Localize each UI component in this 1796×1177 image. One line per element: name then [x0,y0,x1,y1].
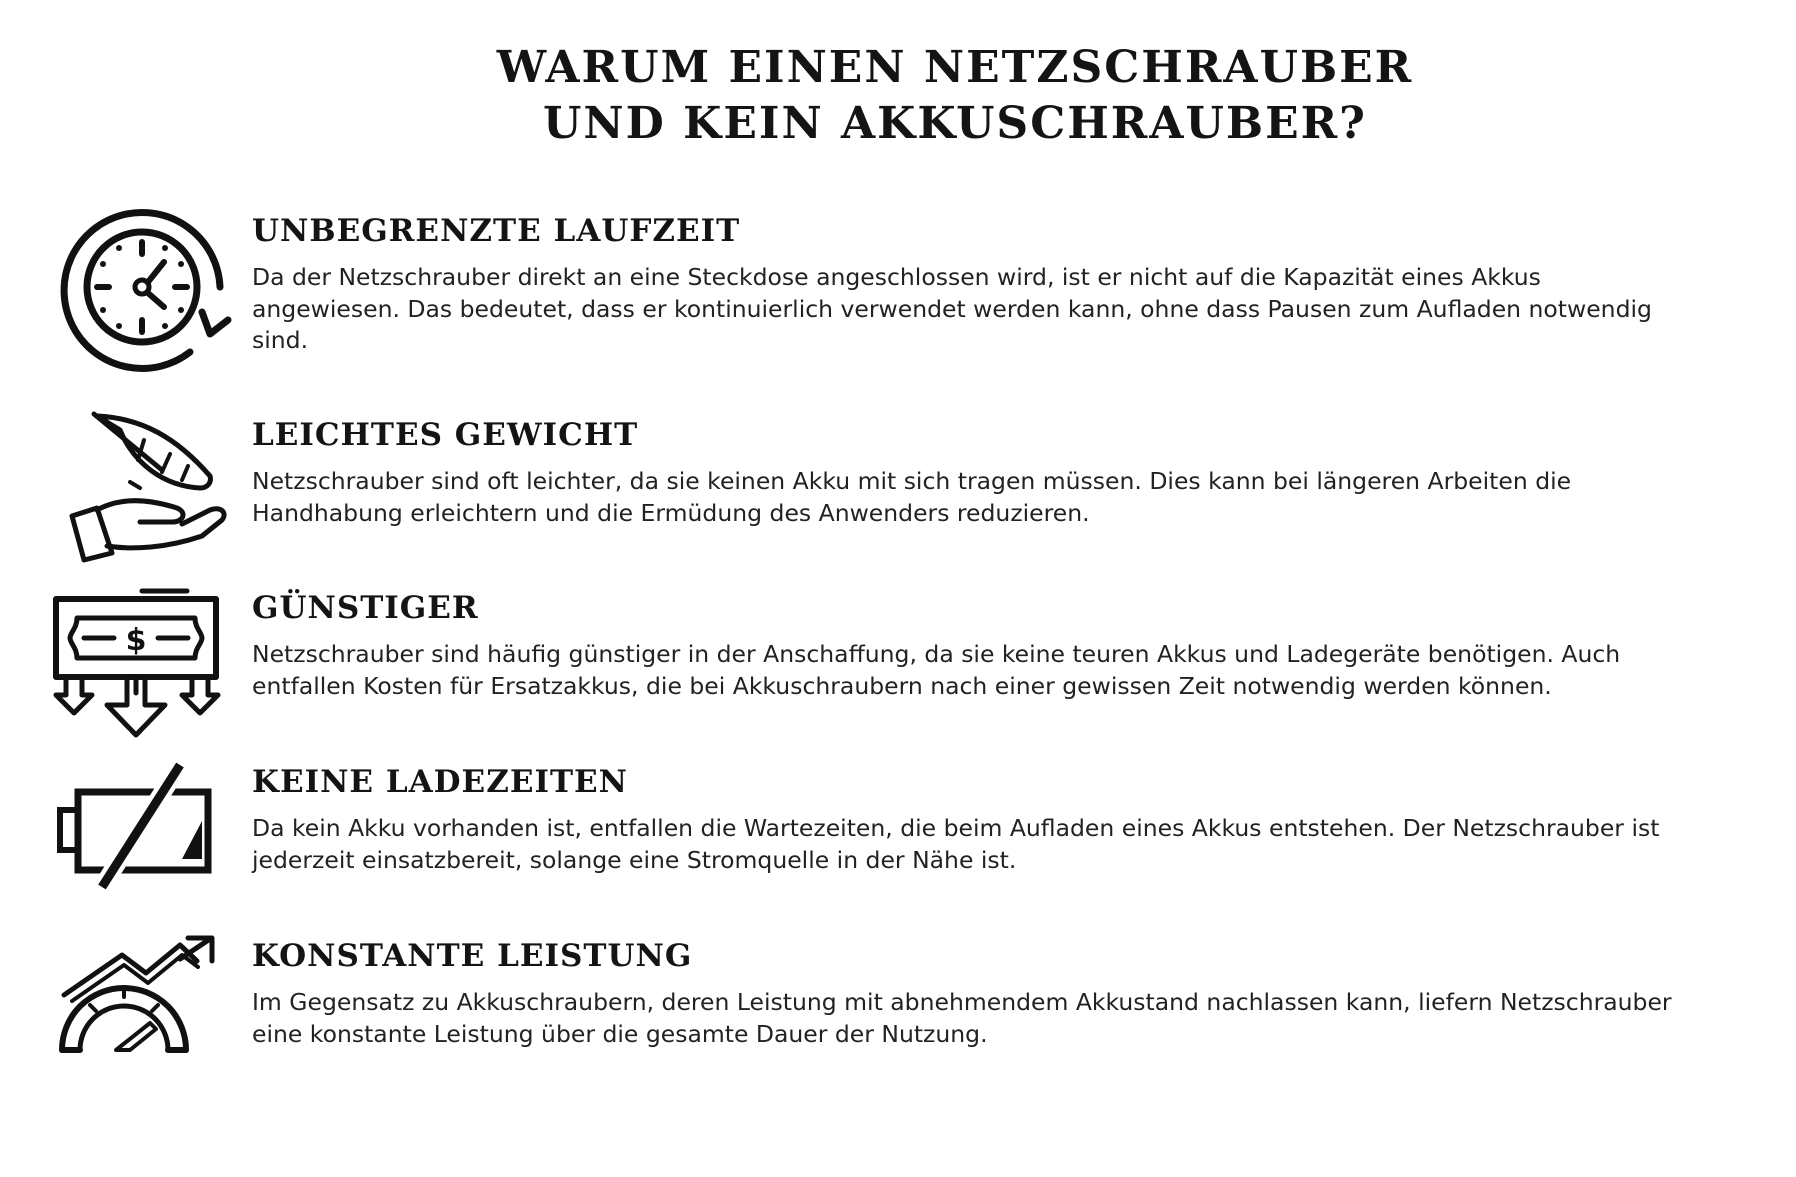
feature-text: Netzschrauber sind häufig günstiger in der Anschaffung, da sie keine teuren Akkus und Ladegeräte benötigen. Auch entfallen Kosten für Ersatzakkus, die bei Akkuschraubern nach einer gewissen Zeit notwendig werden können. [252,640,1621,700]
feature-text: Da der Netzschrauber direkt an eine Steckdose angeschlossen wird, ist er nicht auf die Kapazität eines Akkus angewiesen. Das bedeutet, dass er kontinuierlich verwendet werden kann, ohne dass Pausen zum Aufladen notwendig sind. [252,263,1652,354]
feature-heading: LEICHTES GEWICHT [252,417,639,453]
feather-hand-icon [52,408,232,578]
page-title-line-2: UND KEIN AKKUSCHRAUBER? [543,98,1367,149]
feature-text: Netzschrauber sind oft leichter, da sie keinen Akku mit sich tragen müssen. Dies kann bei längeren Arbeiten die Handhabung erleichtern und die Ermüdung des Anwenders reduzieren. [252,467,1572,527]
speedometer-trend-icon [52,933,232,1103]
feature-heading: KEINE LADEZEITEN [252,764,628,800]
svg-text:$: $ [125,623,147,658]
feature-heading: GÜNSTIGER [252,590,479,626]
page-title-line-1: WARUM EINEN NETZSCHRAUBER [496,42,1414,93]
feature-heading: UNBEGRENZTE LAUFZEIT [252,213,741,249]
feature-heading: KONSTANTE LEISTUNG [252,938,693,974]
money-down-icon [52,585,232,755]
feature-text: Da kein Akku vorhanden ist, entfallen die Wartezeiten, die beim Aufladen eines Akkus entstehen. Der Netzschrauber ist jederzeit einsatzbereit, solange eine Stromquelle in der Nähe ist. [252,814,1660,874]
clock-refresh-icon [52,202,232,372]
feature-text: Im Gegensatz zu Akkuschraubern, deren Leistung mit abnehmendem Akkustand nachlassen kann, liefern Netzschrauber eine konstante Leistung über die gesamte Dauer der Nutzung. [252,988,1672,1048]
battery-crossed-icon [52,759,232,929]
page-title [0,40,1796,152]
